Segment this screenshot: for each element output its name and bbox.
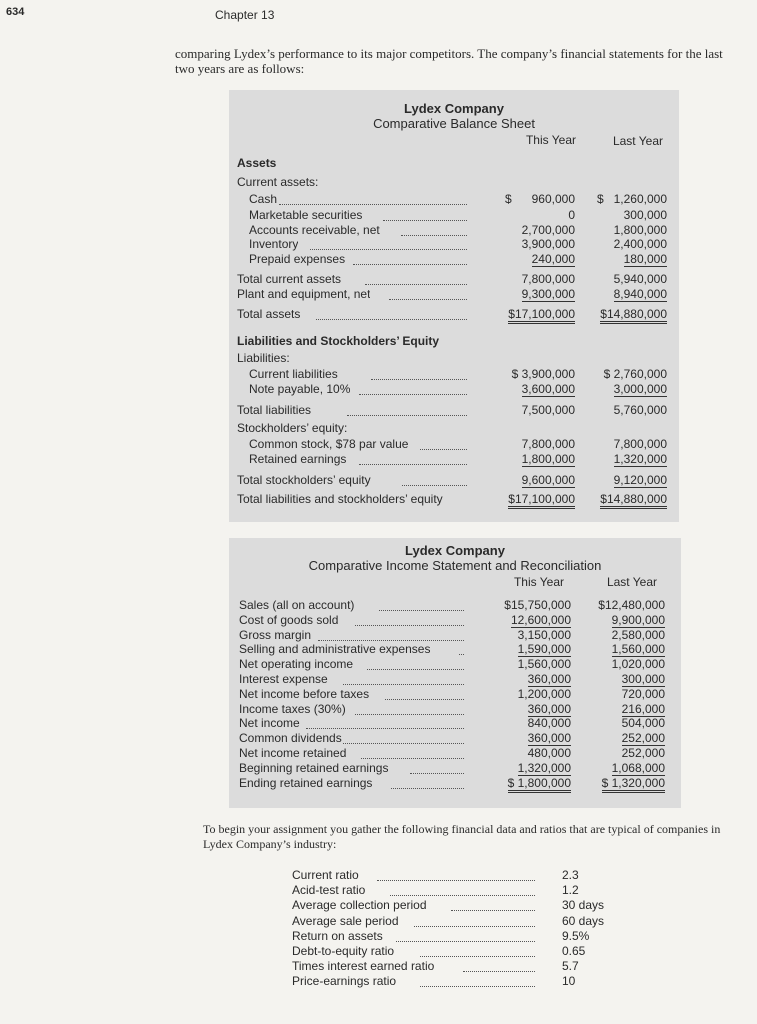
leader-dots bbox=[318, 628, 464, 641]
intro-paragraph: comparing Lydex’s performance to its major competitors. The company’s financial statements for the last two years are as follows: bbox=[175, 46, 723, 76]
leader-dots bbox=[361, 746, 464, 759]
table-row bbox=[229, 208, 679, 223]
value-this-year: 1,320,000 bbox=[517, 760, 571, 775]
ratio-value: 60 days bbox=[562, 913, 605, 928]
current-assets-heading: Current assets: bbox=[237, 175, 319, 189]
leader-dots bbox=[385, 687, 464, 700]
chapter-header: Chapter 13 bbox=[215, 8, 275, 22]
row-label: Net income bbox=[239, 716, 300, 731]
table-row bbox=[229, 307, 679, 322]
balance-sheet-title: Lydex Company bbox=[404, 101, 504, 116]
row-label: Common dividends bbox=[239, 731, 342, 746]
income-title: Lydex Company bbox=[405, 543, 505, 558]
value-last-year: 300,000 bbox=[621, 672, 665, 686]
income-col-this-year: This Year bbox=[513, 575, 564, 589]
leader-dots bbox=[391, 776, 464, 789]
liabilities-heading: Liabilities: bbox=[237, 351, 290, 365]
leader-dots bbox=[420, 974, 535, 987]
income-statement bbox=[229, 538, 681, 808]
leader-dots bbox=[420, 944, 535, 957]
value-this-year: 3,600,000 bbox=[521, 382, 575, 396]
value-last-year: 252,000 bbox=[621, 746, 665, 760]
table-row bbox=[229, 437, 679, 452]
table-row bbox=[229, 272, 679, 287]
leader-dots bbox=[355, 613, 464, 626]
value-last-year: 720,000 bbox=[621, 686, 665, 701]
table-row bbox=[229, 403, 679, 418]
leader-dots bbox=[401, 223, 467, 236]
ratio-row bbox=[290, 898, 620, 913]
value-last-year: 180,000 bbox=[623, 252, 667, 266]
row-label: Selling and administrative expenses bbox=[239, 642, 431, 657]
table-row bbox=[229, 287, 679, 302]
row-label: Plant and equipment, net bbox=[237, 287, 371, 301]
income-col-last-year: Last Year bbox=[606, 575, 657, 589]
row-label: Accounts receivable, net bbox=[249, 223, 380, 237]
row-label: Prepaid expenses bbox=[249, 252, 346, 266]
value-this-year: $15,750,000 bbox=[504, 598, 571, 612]
value-last-year: 3,000,000 bbox=[613, 382, 667, 396]
ratio-row bbox=[290, 929, 620, 944]
leader-dots bbox=[371, 367, 467, 380]
value-this-year: 1,800,000 bbox=[521, 452, 575, 466]
row-label: Note payable, 10% bbox=[249, 382, 351, 396]
leader-dots bbox=[367, 657, 464, 670]
value-this-year: $ 3,900,000 bbox=[511, 367, 575, 381]
table-row bbox=[229, 642, 681, 657]
value-last-year: 504,000 bbox=[621, 716, 665, 731]
ratio-value: 1.2 bbox=[562, 883, 579, 898]
ratio-value: 30 days bbox=[562, 898, 605, 913]
table-row bbox=[229, 628, 681, 643]
ratio-row bbox=[290, 959, 620, 974]
row-label: Sales (all on account) bbox=[239, 598, 355, 612]
industry-paragraph: To begin your assignment you gather the following financial data and ratios that are typical of companies in Lydex Company’s industry: bbox=[203, 822, 721, 851]
value-this-year: 7,800,000 bbox=[521, 437, 575, 451]
ratio-label: Average collection period bbox=[292, 898, 427, 913]
value-this-year: 12,600,000 bbox=[510, 612, 571, 627]
leader-dots bbox=[310, 237, 467, 250]
leader-dots bbox=[316, 307, 467, 320]
value-last-year: 2,400,000 bbox=[613, 237, 667, 251]
row-label: Cost of goods sold bbox=[239, 612, 339, 627]
leader-dots bbox=[365, 272, 467, 285]
value-this-year: 360,000 bbox=[527, 731, 571, 746]
value-last-year: $ 1,320,000 bbox=[602, 776, 665, 793]
row-label: Total liabilities and stockholders’ equity bbox=[237, 492, 443, 506]
value-last-year: 1,260,000 bbox=[613, 192, 667, 206]
leader-dots bbox=[343, 672, 464, 685]
table-row bbox=[229, 776, 681, 791]
table-row bbox=[229, 687, 681, 702]
page-number: 634 bbox=[6, 6, 25, 18]
value-last-year: 1,800,000 bbox=[613, 223, 667, 237]
value-this-year: 0 bbox=[568, 208, 575, 222]
value-last-year: 5,940,000 bbox=[613, 272, 667, 286]
value-last-year: 2,580,000 bbox=[611, 627, 665, 642]
leader-dots bbox=[410, 761, 464, 774]
currency-symbol: $ bbox=[597, 192, 604, 206]
value-last-year: 9,120,000 bbox=[613, 473, 667, 487]
value-last-year: 300,000 bbox=[623, 208, 667, 222]
table-row bbox=[229, 746, 681, 761]
leader-dots bbox=[353, 252, 467, 265]
ratio-row bbox=[290, 868, 620, 883]
leader-dots bbox=[451, 898, 536, 911]
value-this-year: 7,800,000 bbox=[521, 272, 575, 286]
table-row bbox=[229, 598, 681, 613]
ratio-label: Acid-test ratio bbox=[292, 883, 366, 898]
value-this-year: 9,300,000 bbox=[521, 287, 575, 301]
value-this-year: 360,000 bbox=[527, 672, 571, 686]
leader-dots bbox=[355, 702, 464, 715]
ratio-label: Return on assets bbox=[292, 928, 383, 943]
row-label: Marketable securities bbox=[249, 208, 363, 222]
value-this-year: 1,200,000 bbox=[517, 686, 571, 701]
row-label: Total current assets bbox=[237, 272, 342, 286]
leader-dots bbox=[459, 642, 465, 655]
leader-dots bbox=[420, 437, 467, 450]
value-last-year: $14,880,000 bbox=[600, 307, 667, 324]
value-this-year: $17,100,000 bbox=[508, 307, 575, 324]
row-label: Cash bbox=[249, 192, 278, 206]
value-this-year: 3,150,000 bbox=[517, 627, 571, 642]
leader-dots bbox=[377, 868, 535, 881]
leader-dots bbox=[402, 473, 467, 486]
row-label: Total liabilities bbox=[237, 403, 312, 417]
value-this-year: 480,000 bbox=[527, 746, 571, 760]
row-label: Gross margin bbox=[239, 627, 312, 642]
value-last-year: 5,760,000 bbox=[613, 403, 667, 417]
ratio-label: Price-earnings ratio bbox=[292, 974, 397, 989]
table-row bbox=[229, 382, 679, 397]
value-last-year: 1,068,000 bbox=[611, 760, 665, 775]
row-label: Current liabilities bbox=[249, 367, 338, 381]
value-last-year: 252,000 bbox=[621, 731, 665, 746]
ratio-value: 2.3 bbox=[562, 868, 579, 882]
value-last-year: $14,880,000 bbox=[600, 492, 667, 509]
table-row bbox=[229, 252, 679, 267]
value-last-year: 216,000 bbox=[621, 701, 665, 716]
table-row bbox=[229, 492, 679, 507]
liabilities-equity-heading: Liabilities and Stockholders’ Equity bbox=[237, 334, 440, 348]
value-this-year: 9,600,000 bbox=[521, 473, 575, 487]
income-subtitle: Comparative Income Statement and Reconciliation bbox=[308, 558, 602, 573]
value-this-year: 960,000 bbox=[531, 192, 575, 206]
value-last-year: 1,320,000 bbox=[613, 452, 667, 466]
row-label: Interest expense bbox=[239, 672, 328, 686]
leader-dots bbox=[359, 452, 467, 465]
ratio-row bbox=[290, 914, 620, 929]
row-label: Common stock, $78 par value bbox=[249, 437, 409, 451]
ratio-value: 5.7 bbox=[562, 959, 579, 974]
value-this-year: 1,560,000 bbox=[517, 657, 571, 672]
value-this-year: 240,000 bbox=[531, 252, 575, 266]
table-row bbox=[229, 192, 679, 207]
ratio-row bbox=[290, 974, 620, 989]
table-row bbox=[229, 473, 679, 488]
value-this-year: 1,590,000 bbox=[517, 642, 571, 657]
row-label: Inventory bbox=[249, 237, 299, 251]
ratio-label: Times interest earned ratio bbox=[292, 959, 435, 974]
col-last-year: Last Year bbox=[612, 134, 663, 148]
table-row bbox=[229, 716, 681, 731]
row-label: Total stockholders’ equity bbox=[237, 473, 371, 487]
balance-sheet-subtitle: Comparative Balance Sheet bbox=[373, 116, 535, 131]
leader-dots bbox=[379, 598, 464, 611]
ratio-label: Average sale period bbox=[292, 913, 399, 928]
table-row bbox=[229, 223, 679, 238]
leader-dots bbox=[414, 914, 535, 927]
row-label: Net operating income bbox=[239, 657, 354, 672]
leader-dots bbox=[306, 716, 464, 729]
leader-dots bbox=[383, 208, 467, 221]
value-this-year: $ 1,800,000 bbox=[508, 776, 571, 793]
value-this-year: $17,100,000 bbox=[508, 492, 575, 509]
table-row bbox=[229, 731, 681, 746]
value-last-year: 7,800,000 bbox=[613, 437, 667, 451]
leader-dots bbox=[359, 382, 467, 395]
leader-dots bbox=[389, 287, 467, 300]
row-label: Beginning retained earnings bbox=[239, 760, 389, 775]
row-label: Net income before taxes bbox=[239, 686, 370, 701]
ratio-value: 10 bbox=[562, 974, 576, 989]
leader-dots bbox=[390, 883, 536, 896]
ratio-row bbox=[290, 883, 620, 898]
row-label: Ending retained earnings bbox=[239, 775, 373, 790]
value-this-year: 360,000 bbox=[527, 701, 571, 716]
value-last-year: 1,020,000 bbox=[611, 657, 665, 672]
table-row bbox=[229, 702, 681, 717]
row-label: Total assets bbox=[237, 307, 301, 321]
table-row bbox=[229, 452, 679, 467]
equity-heading: Stockholders’ equity: bbox=[237, 421, 348, 435]
ratio-row bbox=[290, 944, 620, 959]
col-this-year: This Year bbox=[525, 133, 576, 147]
leader-dots bbox=[396, 929, 535, 942]
table-row bbox=[229, 613, 681, 628]
industry-ratios bbox=[290, 868, 620, 993]
row-label: Net income retained bbox=[239, 746, 347, 760]
table-row bbox=[229, 367, 679, 382]
value-this-year: 7,500,000 bbox=[521, 403, 575, 417]
ratio-value: 0.65 bbox=[562, 944, 586, 958]
value-this-year: 840,000 bbox=[527, 716, 571, 731]
table-row bbox=[229, 761, 681, 776]
value-last-year: $ 2,760,000 bbox=[603, 367, 667, 381]
table-row bbox=[229, 672, 681, 687]
value-last-year: $12,480,000 bbox=[598, 598, 665, 612]
ratio-label: Debt-to-equity ratio bbox=[292, 944, 395, 958]
row-label: Retained earnings bbox=[249, 452, 347, 466]
value-last-year: 9,900,000 bbox=[611, 612, 665, 627]
leader-dots bbox=[347, 403, 467, 416]
table-row bbox=[229, 237, 679, 252]
leader-dots bbox=[463, 959, 535, 972]
ratio-value: 9.5% bbox=[562, 928, 590, 943]
value-last-year: 8,940,000 bbox=[613, 287, 667, 301]
value-this-year: 2,700,000 bbox=[521, 223, 575, 237]
row-label: Income taxes (30%) bbox=[239, 701, 346, 716]
value-last-year: 1,560,000 bbox=[611, 642, 665, 657]
assets-heading: Assets bbox=[237, 156, 277, 170]
balance-sheet bbox=[229, 90, 679, 522]
currency-symbol: $ bbox=[505, 192, 512, 206]
leader-dots bbox=[279, 192, 467, 205]
ratio-label: Current ratio bbox=[292, 868, 359, 882]
leader-dots bbox=[343, 731, 464, 744]
value-this-year: 3,900,000 bbox=[521, 237, 575, 251]
table-row bbox=[229, 657, 681, 672]
